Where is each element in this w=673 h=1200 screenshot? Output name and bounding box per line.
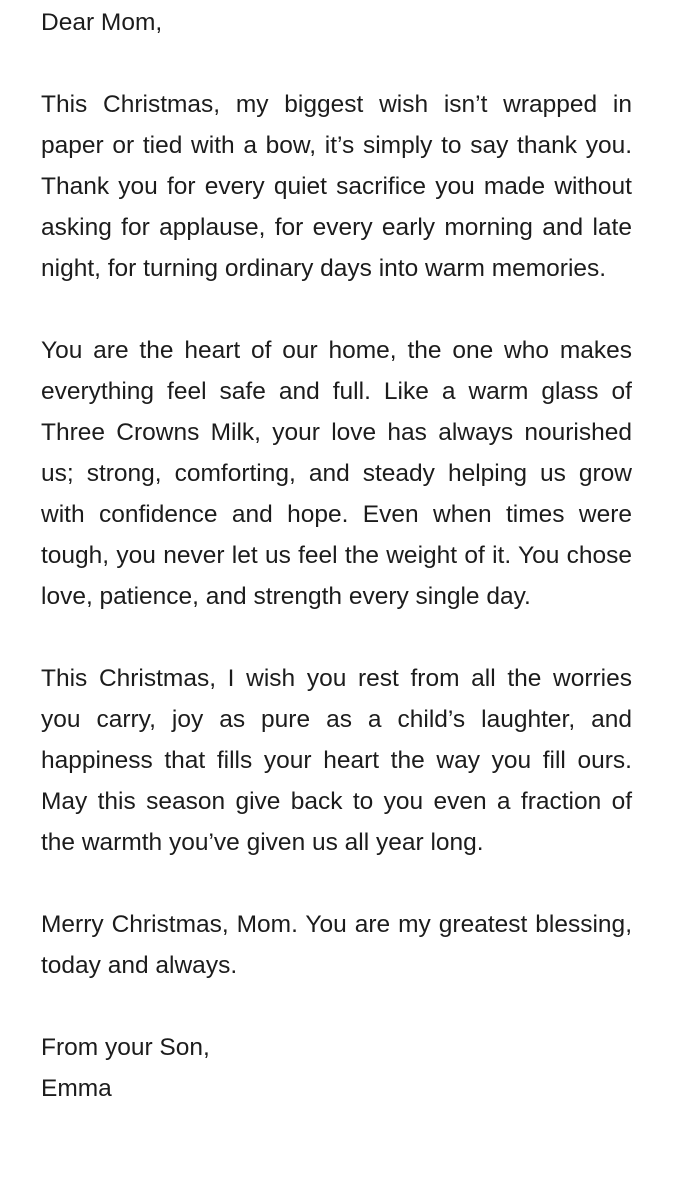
letter-paragraph-4: Merry Christmas, Mom. You are my greatest blessing, today and always. [41,911,632,979]
letter-signature: Emma [41,1075,112,1102]
paragraph-spacer [41,289,632,330]
paragraph-spacer [41,986,632,1027]
letter-paragraph-1: This Christmas, my biggest wish isn’t wrapped in paper or tied with a bow, it’s simply to say thank you. Thank you for every quiet sacrifice you made without asking for applause, for every early morning and late night, for turning ordinary days into warm memories. [41,91,632,282]
letter-paragraph-2: You are the heart of our home, the one who makes everything feel safe and full. Like a warm glass of Three Crowns Milk, your love has always nourished us; strong, comforting, and steady helping us grow with confidence and hope. Even when times were tough, you never let us feel the weight of it. You chose love, patience, and strength every single day. [41,337,632,610]
letter-greeting: Dear Mom, [41,9,163,36]
paragraph-spacer [41,863,632,904]
paragraph-spacer [41,617,632,658]
letter-paragraph-3: This Christmas, I wish you rest from all the worries you carry, joy as pure as a child’s laughter, and happiness that fills your heart the way you fill ours. May this season give back to you even a fraction of the warmth you’ve given us all year long. [41,665,632,856]
letter-body [41,2,632,1109]
letter-closing: From your Son, [41,1034,210,1061]
paragraph-spacer [41,43,632,84]
